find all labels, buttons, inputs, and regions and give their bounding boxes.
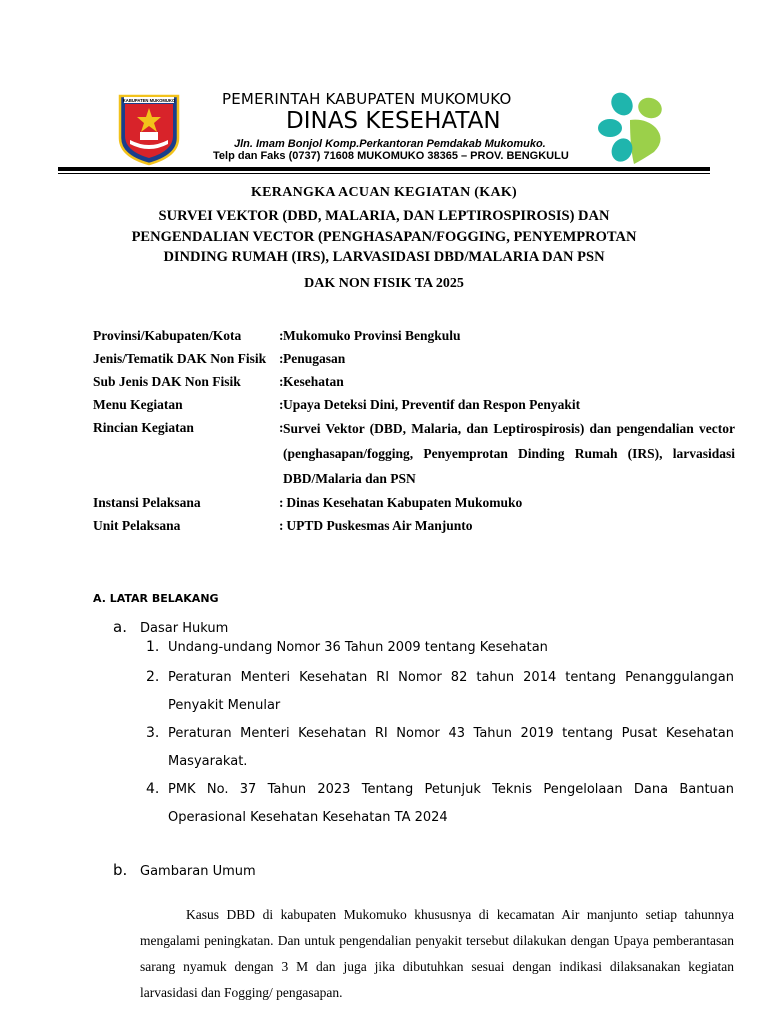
letterhead-rule-thick (58, 167, 710, 171)
health-ministry-logo-icon (596, 90, 674, 166)
law-number: 3. (146, 725, 160, 741)
info-value: Dinas Kesehatan Kabupaten Mukomuko (283, 495, 523, 510)
activity-title-line-3: DINDING RUMAH (IRS), LARVASIDASI DBD/MALARIA DAN PSN (163, 249, 605, 265)
office-address: Jln. Imam Bonjol Komp.Perkantoran Pemdakab Mukomuko. (234, 138, 546, 150)
info-label: Jenis/Tematik DAK Non Fisik (93, 351, 267, 366)
office-phone: Telp dan Faks (0737) 71608 MUKOMUKO 38365 – PROV. BENGKULU (213, 150, 569, 162)
law-number: 1. (146, 639, 160, 655)
info-colon: : (279, 420, 284, 435)
doc-type-title: KERANGKA ACUAN KEGIATAN (KAK) (250, 185, 518, 200)
info-colon: : (279, 397, 284, 412)
regency-seal-logo (116, 92, 182, 166)
seal-text: KABUPATEN MUKOMUKO (122, 98, 176, 103)
info-value: Upaya Deteksi Dini, Preventif dan Respon Penyakit (283, 397, 581, 412)
activity-title-line-1: SURVEI VEKTOR (DBD, MALARIA, DAN LEPTIROSPIROSIS) DAN (158, 208, 610, 224)
law-item: Peraturan Menteri Kesehatan RI Nomor 43 Tahun 2019 tentang Pusat Kesehatan Masyarakat. (168, 726, 734, 769)
info-value: Kesehatan (283, 374, 344, 389)
law-item: Peraturan Menteri Kesehatan RI Nomor 82 tahun 2014 tentang Penanggulangan Penyakit Menular (168, 670, 734, 713)
info-label: Rincian Kegiatan (93, 420, 194, 435)
sub-b-marker: b. (113, 861, 128, 879)
law-number: 2. (146, 669, 160, 685)
info-label: Provinsi/Kabupaten/Kota (93, 328, 242, 343)
department-name: DINAS KESEHATAN (286, 108, 501, 134)
overview-text: Kasus DBD di kabupaten Mukomuko khususnya di kecamatan Air manjunto setiap tahunnya mengalami peningkatan. Dan untuk pengendalian penyakit tersebut dilakukan dengan Upaya pemberantasan sarang nyamuk dengan 3 M dan juga jika dibutuhkan sesuai dengan indikasi dilaksanakan kegiatan larvasidasi dan Fogging/ pengasapan. (140, 907, 734, 1000)
info-value: Penugasan (283, 351, 346, 366)
info-label: Instansi Pelaksana (93, 495, 201, 510)
law-item: PMK No. 37 Tahun 2023 Tentang Petunjuk Teknis Pengelolaan Dana Bantuan Operasional Kesehatan Kesehatan TA 2024 (168, 782, 734, 825)
activity-title-line-2: PENGENDALIAN VECTOR (PENGHASAPAN/FOGGING, PENYEMPROTAN (131, 229, 637, 245)
info-label: Menu Kegiatan (93, 397, 183, 412)
info-value-detail: Survei Vektor (DBD, Malaria, dan Leptirospirosis) dan pengendalian vector (penghasapan/fogging, Penyemprotan Dinding Rumah (IRS), larvasidasi DBD/Malaria dan PSN (283, 421, 735, 486)
law-item: Undang-undang Nomor 36 Tahun 2009 tentang Kesehatan (168, 640, 548, 655)
law-number: 4. (146, 781, 160, 797)
info-colon: : (279, 518, 284, 533)
letterhead-rule-thin (58, 173, 710, 174)
info-label: Sub Jenis DAK Non Fisik (93, 374, 241, 389)
sub-a-marker: a. (113, 618, 127, 636)
info-colon: : (279, 328, 284, 343)
info-label: Unit Pelaksana (93, 518, 181, 533)
info-value: Mukomuko Provinsi Bengkulu (283, 328, 461, 343)
section-a-heading: A. LATAR BELAKANG (93, 592, 219, 605)
government-name: PEMERINTAH KABUPATEN MUKOMUKO (222, 90, 512, 108)
info-colon: : (279, 495, 284, 510)
sub-b-title: Gambaran Umum (140, 864, 256, 879)
info-value: UPTD Puskesmas Air Manjunto (283, 518, 473, 533)
info-colon: : (279, 351, 284, 366)
info-colon: : (279, 374, 284, 389)
overview-paragraph (140, 902, 734, 1006)
sub-a-title: Dasar Hukum (140, 621, 229, 636)
funding-subtitle: DAK NON FISIK TA 2025 (304, 276, 464, 291)
